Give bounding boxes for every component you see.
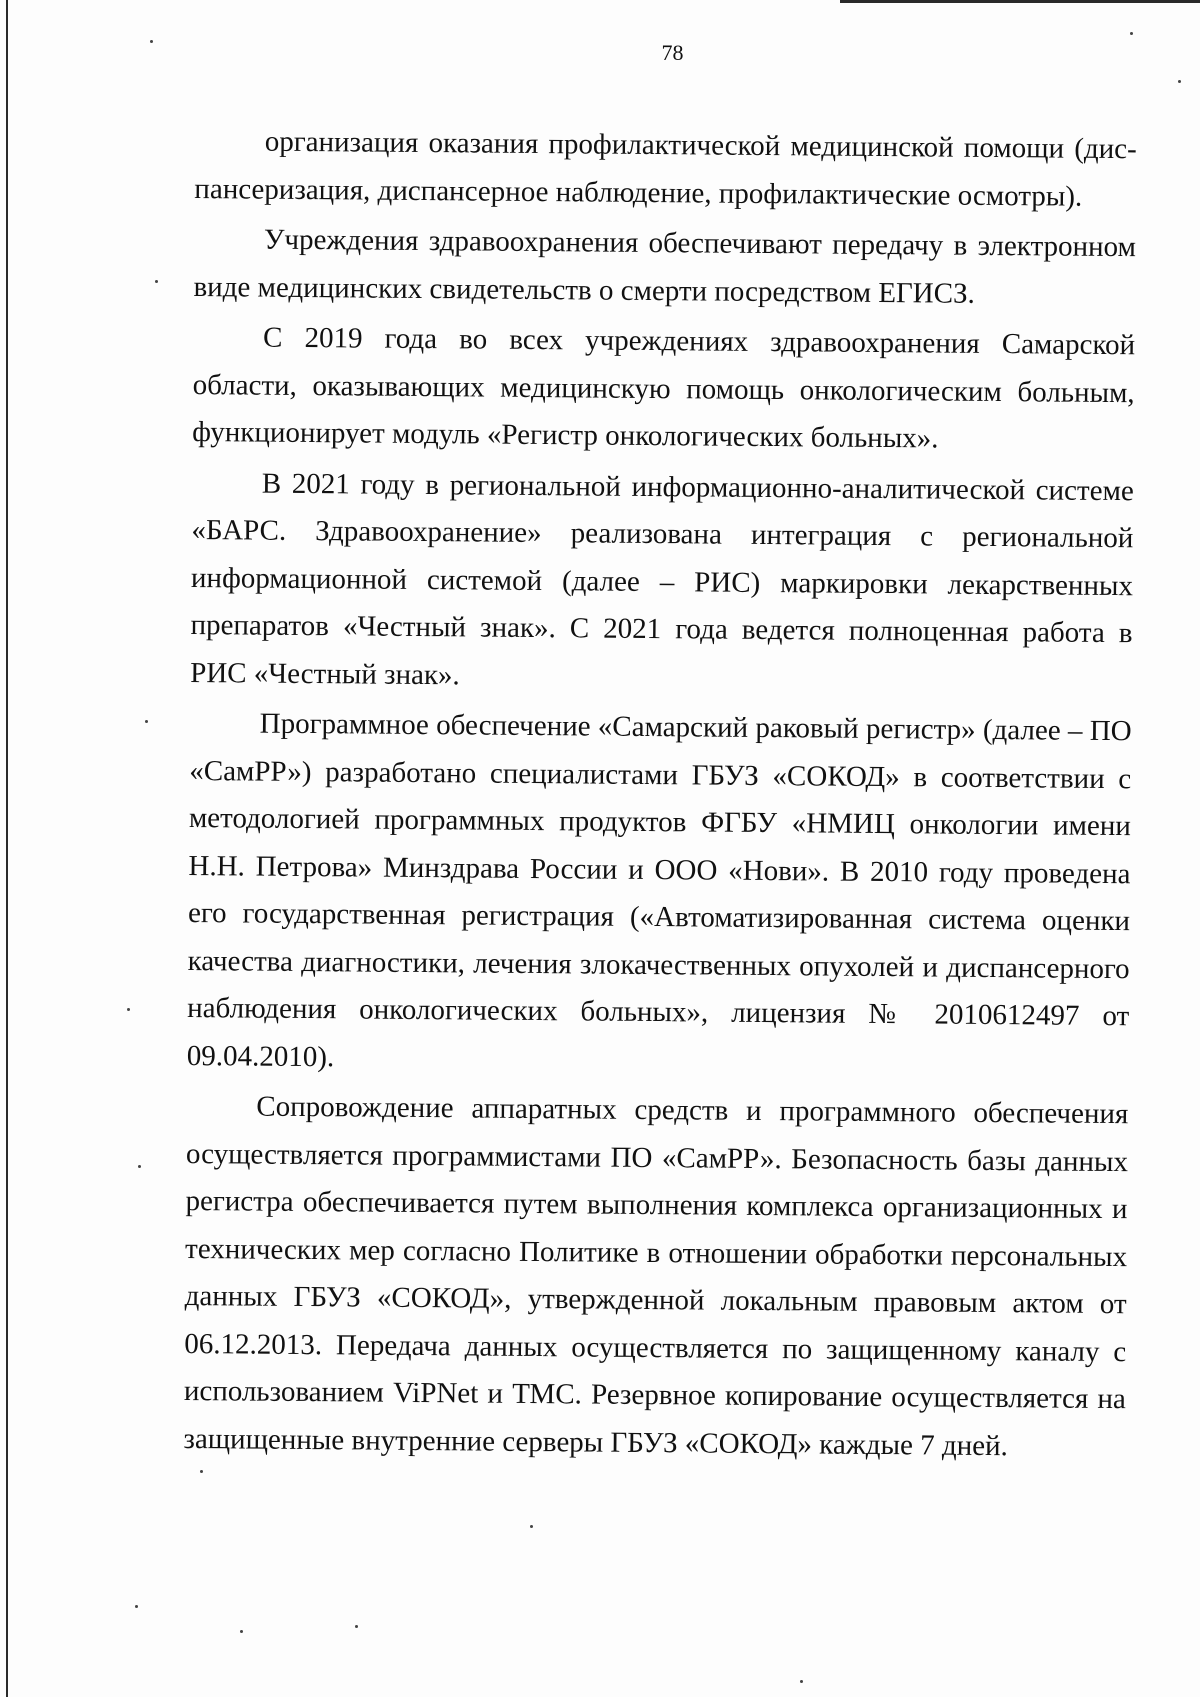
scan-speck [1130,32,1133,35]
document-body [183,118,1137,1474]
paragraph-2: Учреждения здравоохранения обеспечивают передачу в электронном виде медицинских свидетельств о смерти посредством ЕГИСЗ. [193,223,1137,310]
scan-speck [200,1470,203,1473]
paragraph-1: организация оказания профилактической медицинской помощи (диспансеризация, диспансерное наблюдение, профилактические осмотры). [194,125,1137,213]
scan-speck [530,1525,533,1528]
scan-edge-left [6,0,8,1697]
scan-speck [1178,80,1181,83]
scan-speck [150,40,153,43]
page-number: 78 [661,40,684,65]
paragraph-3: С 2019 года во всех учреждениях здравоохранения Самарской области, оказывающих медицинскую помощь онкологическим больным, функционирует модуль «Регистр онкологических больных». [192,321,1136,455]
paragraph-6: Сопровождение аппаратных средств и программного обеспечения осуществляется программистами ПО «СамРР». Безопасность базы данных регистра обеспечивается путем выполнения комплекса организационных и технических мер согласно Политике в отношении обработки персональных данных ГБУЗ «СОКОД», утвержденной локальным правовым актом от 06.12.2013. Передача данных осуществляется по защищенному каналу с использованием ViPNet и ТМС. Резервное копирование осуществляется на защищенные внутренние серверы ГБУЗ «СОКОД» каждые 7 дней. [183,1090,1129,1462]
scan-speck [800,1680,803,1683]
scan-speck [355,1625,358,1628]
scan-speck [145,720,148,723]
scan-speck [240,1630,243,1633]
scan-speck [155,280,158,283]
scan-speck [138,1165,141,1168]
paragraph-5: Программное обеспечение «Самарский раковый регистр» (далее – ПО «СамРР») разработано специалистами ГБУЗ «СОКОД» в соответствии с методологией программных продуктов ФГБУ «НМИЦ онкологии имени Н.Н. Петрова» Минздрава России и ООО «Нови». В 2010 году проведена его государственная регистрация («Автоматизированная система оценки качества диагностики, лечения злокачественных опухолей и диспансерного наблюдения онкологических больных», лицензия № 2010612497 от 09.04.2010). [186,707,1132,1073]
paragraph-4: В 2021 году в региональной информационно-аналитической системе «БАРС. Здравоохранение» реализована интеграция с региональной информационной системой (далее – РИС) маркировки лекарственных препаратов «Честный знак». С 2021 года ведется полноценная работа в РИС «Честный знак». [190,467,1134,691]
scan-speck [135,1605,138,1608]
scan-edge-top [840,0,1200,3]
scan-speck [127,1008,130,1011]
